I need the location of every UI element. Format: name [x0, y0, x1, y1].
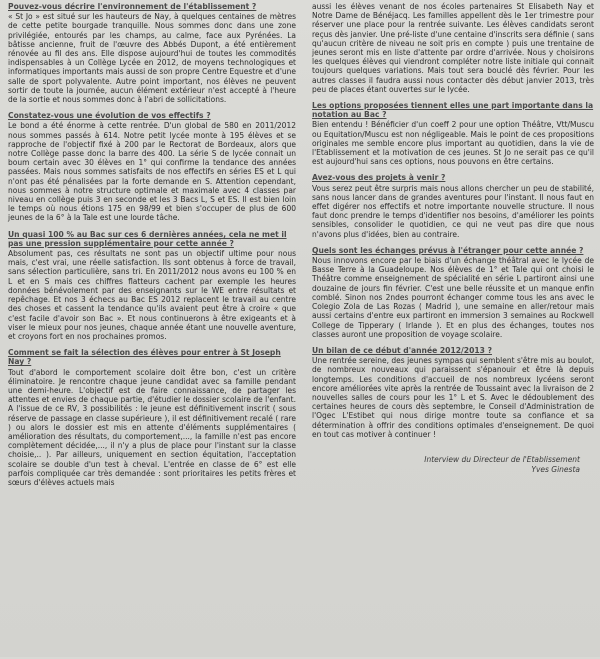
interview-section: [312, 101, 594, 166]
interview-answer: Nous innovons encore par le biais d'un échange théâtral avec le lycée de Basse Terre à la Guadeloupe. Nos élèves de 1° et Tale qui ont choisi le Théâtre comme enseignement de spécialité en série L partiront ainsi une douzaine de jours fin février. C'est une belle réussite et un manque enfin comblé. Sinon nos 2ndes pourront échanger comme tous les ans avec le Colegio Zola de Las Rozas ( Madrid ), une semaine en aller/retour mais aussi certains d'entre eux partiront en immersion 3 semaines au Rockwell College de Tipperary ( Irlande ). Et en plus des échanges, toutes nos classes auront une proposition de voyage scolaire.: [312, 256, 594, 339]
interview-section: [8, 111, 296, 222]
signature-block: [312, 455, 594, 475]
right-sections: [312, 2, 594, 439]
interview-answer: « St Jo » est situé sur les hauteurs de Nay, à quelques centaines de mètres de cette petite bourgade tranquille. Nous sommes donc dans une zone privilégiée, entourés par les champs, au calme, face aux Pyrénées. La bâtisse ancienne, fruit de l'œuvre des Abbés Dupont, a été entièrement rénovée au fil des ans. Elle dispose aujourd'hui de toutes les commodités indispensables à un Collège Lycée en 2012, de moyens technologiques et informatiques importants mais aussi de son propre Centre Equestre et d'une salle de sport polyvalente. Autre point important, nos élèves ne peuvent sortir de toute la journée, aucun élément extérieur n'est accepté à l'heure de la sortie et nous sommes donc à l'abri de sollicitations.: [8, 12, 296, 105]
interview-section: [312, 2, 594, 94]
interview-answer: Une rentrée sereine, des jeunes sympas qui semblent s'être mis au boulot, de nombreux nouveaux qui paraissent s'épanouir et être là depuis longtemps. Les conditions d'accueil de nos nombreux lycéens seront encore améliorées vite après la rentrée de Toussaint avec la livraison de 2 nouvelles salles de cours pour les 1° L et S. Avec le dédoublement des certaines heures de cours dès septembre, le Conseil d'Administration de l'Ogec L'Estibet qui nous dirige montre toute sa confiance et sa détermination à offrir des conditions optimales d'enseignement. De quoi en tout cas motiver à continuer !: [312, 356, 594, 439]
interview-section: [312, 246, 594, 339]
interview-section: [8, 348, 296, 487]
interview-question: Avez-vous des projets à venir ?: [312, 173, 446, 183]
interview-question: Constatez-vous une évolution de vos effectifs ?: [8, 111, 211, 121]
interview-section: [312, 346, 594, 439]
interview-section: [8, 230, 296, 341]
interview-question: Les options proposées tiennent elles une part importante dans la notation au Bac ?: [312, 101, 594, 120]
signature-author: Yves Ginesta: [531, 464, 580, 474]
interview-answer: Le bond a été énorme à cette rentrée. D'un global de 580 en 2011/2012 nous sommes passés à 614. Notre petit lycée monte à 195 élèves et se rapproche de l'objectif fixé à 200 par le Rectorat de Bordeaux, alors que notre Collège passe donc la barre des 400. La série S de lycée connait un boum certain avec 30 élèves en 1° qui confirme la tendance des années passées. Mais nous sommes satisfaits de nos effectifs en séries ES et L qui n'ont pas été pénalisées par la forte demande en S. Attention cependant, nous sommes à notre structure optimale et maximale avec 4 classes par niveau en collège puis 3 en seconde et les 3 Bacs L, S et ES. Il est bien loin le temps où nous étions 175 en 98/99 et bien s'occuper de plus de 600 jeunes de la 6° à la Tale est une lourde tâche.: [8, 121, 296, 223]
interview-answer: Tout d'abord le comportement scolaire doit être bon, c'est un critère éliminatoire. Je rencontre chaque jeune candidat avec sa famille pendant une demi-heure. L'objectif est de faire connaissance, de partager les attentes et envies de chaque partie, d'étudier le dossier scolaire de l'enfant. A l'issue de ce RV, 3 possibilités : le jeune est définitivement inscrit ( sous réserve de passage en classe supérieure ), il est définitivement recalé ( rare ) ou alors le dossier est mis en attente d'éléments supplémentaires ( amélioration des résultats, du comportement,..., la famille n'est pas encore complètement décidée,..., il n'y a plus de place pour l'instant sur la classe choisie,.. ). Par ailleurs, uniquement en section équitation, l'acceptation scolaire se double d'un test à cheval. L'entrée en classe de 6° est elle parfois compliquée car très demandée : sont prioritaires les petits frères et sœurs d'élèves actuels mais: [8, 367, 296, 487]
interview-section: [312, 173, 594, 238]
signature-title: Interview du Directeur de l'Etablissement: [424, 454, 580, 464]
interview-question: Un quasi 100 % au Bac sur ces 6 dernières années, cela ne met il pas une pression supplémentaire pour cette année ?: [8, 229, 287, 248]
interview-question: Comment se fait la sélection des élèves pour entrer à St Joseph Nay ?: [8, 348, 281, 367]
interview-question: Un bilan de ce début d'année 2012/2013 ?: [312, 345, 492, 355]
right-column: [312, 2, 594, 659]
interview-answer: Absolument pas, ces résultats ne sont pas un objectif ultime pour nous mais, c'est vrai, une réelle satisfaction. Ils sont obtenus à force de travail, sans sélection particulière, sans tri. En 2011/2012 nous avons eu 100 % en L et en S mais ces chiffres flatteurs cachent par exemple les heures données bénévolement par des enseignants sur le WE entre résultats et repêchage. Et nos 3 échecs au Bac ES 2012 replacent le travail au centre des choses et cassent la tendance qu'ils avaient peut être à croire « que c'est facile d'avoir son Bac ». Et nous continuerons à être exigeants et à viser le mieux pour nos jeunes, chaque année étant une nouvelle aventure, et croyons fort en nos prochaines promos.: [8, 249, 296, 341]
interview-answer: Vous serez peut être surpris mais nous allons chercher un peu de stabilité, sans nous lancer dans de grandes aventures pour l'instant. Il nous faut en effet digérer nos effectifs et notre importante nouvelle structure. Il nous faut donc prendre le temps d'identifier nos besoins, d'améliorer les points sensibles, consolider le quotidien, ce qui ne veut pas dire que nous n'avons plus d'idées, bien au contraire.: [312, 183, 594, 239]
interview-question: Pouvez-vous décrire l'environnement de l'établissement ?: [8, 2, 257, 11]
left-column: [8, 2, 296, 659]
interview-answer: Bien entendu ! Bénéficier d'un coeff 2 pour une option Théâtre, Vtt/Muscu ou Equitation/Muscu est non négligeable. Mais le point de ces propositions originales me semble encore plus important au quotidien, dans la vie de l'Etablissement et la motivation de ces jeunes. St Jo ne serait pas ce qu'il est aujourd'hui sans ces options, nous pouvons en être certains.: [312, 120, 594, 167]
interview-section: [8, 2, 296, 104]
article-columns: [8, 2, 594, 659]
interview-question: Quels sont les échanges prévus à l'étranger pour cette année ?: [312, 245, 584, 255]
interview-answer: aussi les élèves venant de nos écoles partenaires St Elisabeth Nay et Notre Dame de Bénéjacq. Les familles appellent dès le 1er trimestre pour réserver une place pour la rentrée suivante. Les élèves candidats seront reçus dès janvier. Une pré-liste d'une centaine d'inscrits sera définie ( sans qu'aucun critère de niveau ne soit pris en compte ) puis une trentaine de jeunes seront mis en liste d'attente par ordre d'arrivée. Nous y choisirons les quelques élèves qui viendront compléter notre liste initiale qui connait toujours quelques variations. Mais tout sera bouclé dès février. Pour les autres classes il faudra aussi nous contacter dès début janvier 2013, très peu de places étant ouvertes sur le lycée.: [312, 2, 594, 94]
